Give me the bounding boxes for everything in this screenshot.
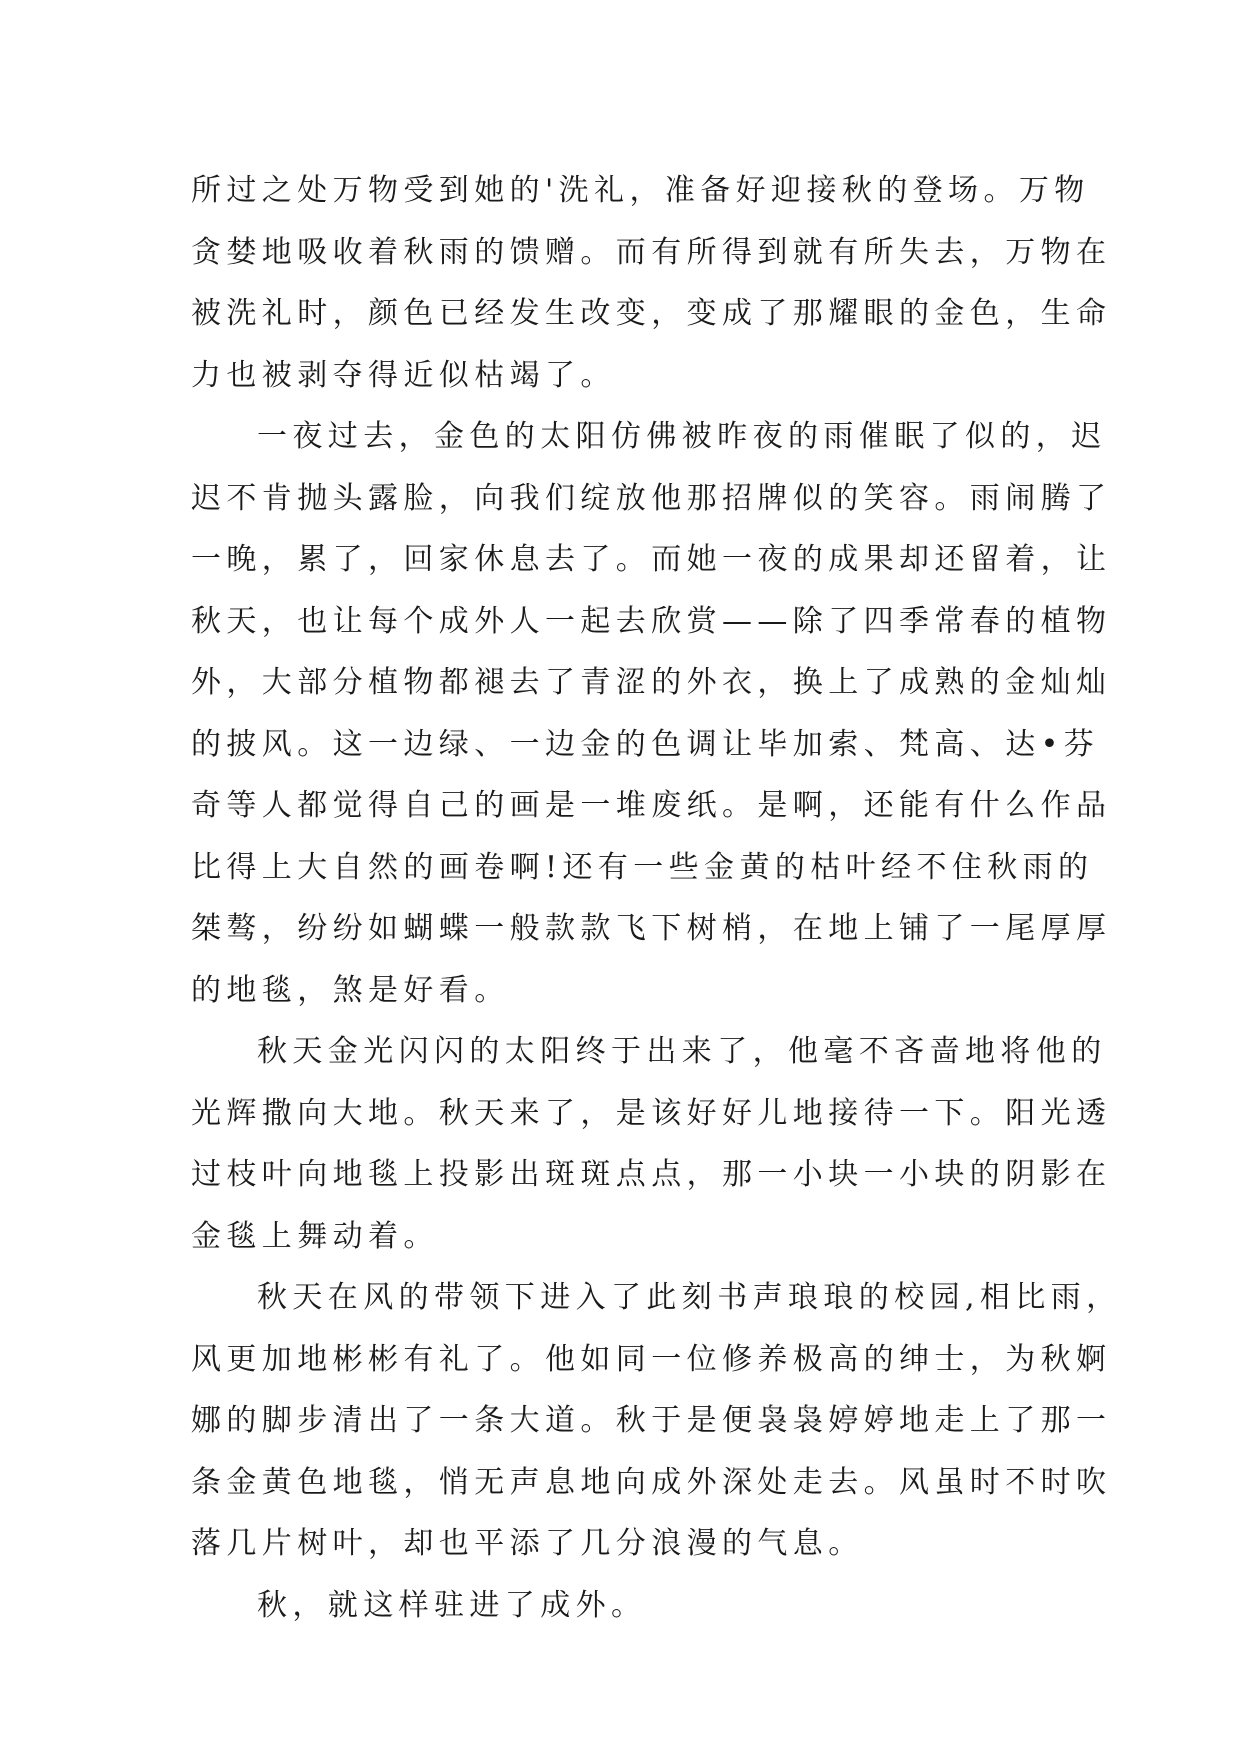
paragraph: [191, 406, 1112, 1021]
document-body: [191, 160, 1122, 1636]
text-line: 外，大部分植物都褪去了青涩的外衣，换上了成熟的金灿灿: [191, 665, 1112, 700]
text-line: 秋，就这样驻进了成外。: [257, 1587, 647, 1623]
text-line: 被洗礼时，颜色已经发生改变，变成了那耀眼的金色，生命: [191, 296, 1112, 331]
text-line: 风更加地彬彬有礼了。他如同一位修养极高的绅士，为秋婀: [191, 1341, 1112, 1377]
text-line: 所过之处万物受到她的'洗礼，准备好迎接秋的登场。万物: [191, 173, 1090, 208]
paragraph: [191, 1021, 1112, 1267]
text-line: 奇等人都觉得自己的画是一堆废纸。是啊，还能有什么作品: [191, 788, 1112, 823]
text-line: 贪婪地吸收着秋雨的馈赠。而有所得到就有所失去，万物在: [191, 234, 1112, 270]
text-line: 一晚，累了，回家休息去了。而她一夜的成果却还留着，让: [191, 542, 1112, 577]
paragraph: [191, 1575, 1051, 1637]
paragraph: [191, 1267, 1122, 1575]
text-line: 落几片树叶，却也平添了几分浪漫的气息。: [191, 1526, 864, 1561]
text-line: 过枝叶向地毯上投影出斑斑点点，那一小块一小块的阴影在: [191, 1157, 1112, 1192]
text-line: 秋天金光闪闪的太阳终于出来了，他毫不吝啬地将他的: [257, 1034, 1107, 1069]
text-line: 迟不肯抛头露脸，向我们绽放他那招牌似的笑容。雨闹腾了: [191, 480, 1112, 516]
text-line: 桀骜，纷纷如蝴蝶一般款款飞下树梢，在地上铺了一尾厚厚: [191, 911, 1112, 946]
text-line: 光辉撒向大地。秋天来了，是该好好儿地接待一下。阳光透: [191, 1095, 1112, 1131]
paragraph: [191, 160, 1112, 406]
text-line: 娜的脚步清出了一条大道。秋于是便袅袅婷婷地走上了那一: [191, 1403, 1112, 1438]
text-line: 金毯上舞动着。: [191, 1218, 439, 1254]
text-line: 秋天，也让每个成外人一起去欣赏——除了四季常春的植物: [191, 603, 1112, 639]
text-line: 的地毯，煞是好看。: [191, 972, 510, 1008]
text-line: 秋天在风的带领下进入了此刻书声琅琅的校园,相比雨，: [257, 1280, 1122, 1315]
text-line: 条金黄色地毯，悄无声息地向成外深处走去。风虽时不时吹: [191, 1464, 1112, 1500]
text-line: 的披风。这一边绿、一边金的色调让毕加索、梵高、达•芬: [191, 726, 1100, 762]
text-line: 一夜过去，金色的太阳仿佛被昨夜的雨催眠了似的，迟: [257, 419, 1107, 454]
text-line: 力也被剥夺得近似枯竭了。: [191, 357, 616, 393]
text-line: 比得上大自然的画卷啊!还有一些金黄的枯叶经不住秋雨的: [191, 849, 1094, 885]
